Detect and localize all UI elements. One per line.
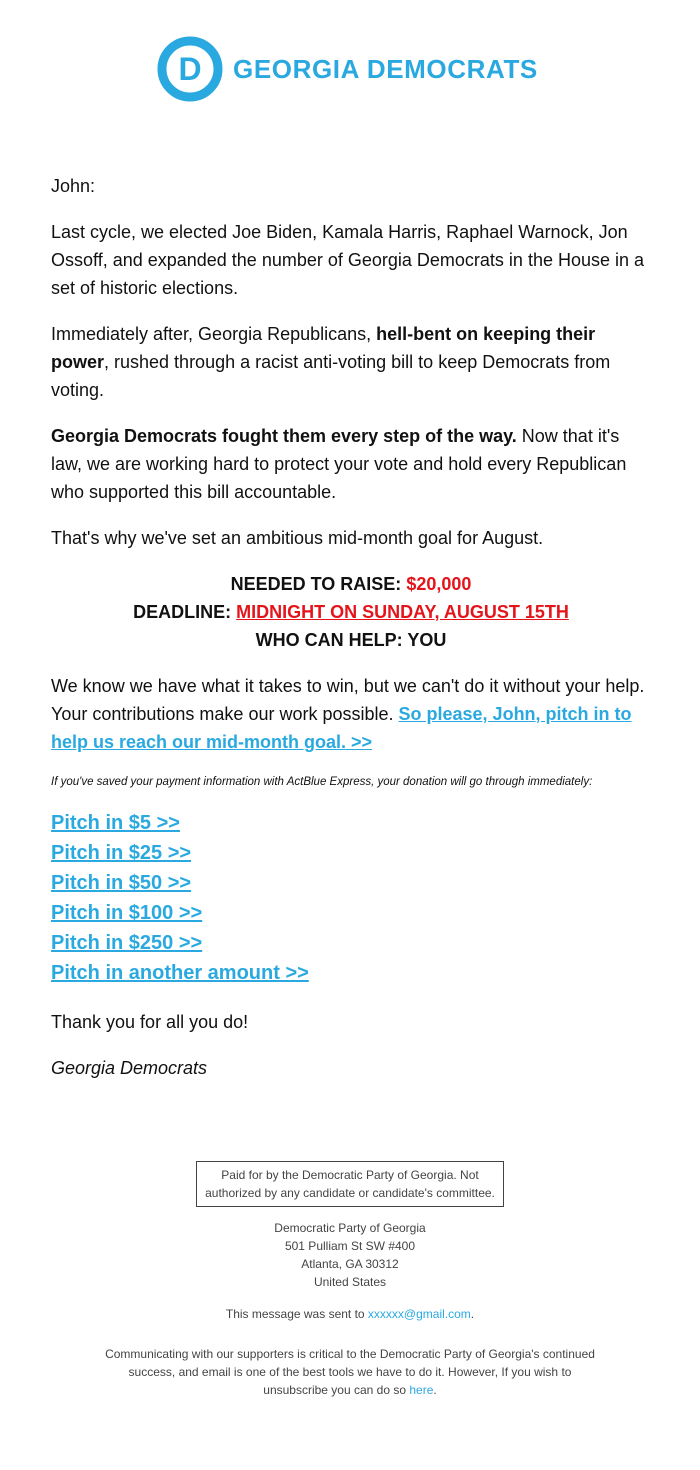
list-item: [51, 808, 651, 838]
email-footer: [0, 1161, 700, 1399]
deadline-line: DEADLINE: MIDNIGHT ON SUNDAY, AUGUST 15TH: [133, 602, 569, 622]
sent-to-notice: This message was sent to xxxxxx@gmail.com.: [225, 1307, 475, 1321]
pitch-in-5-link[interactable]: Pitch in $5 >>: [51, 812, 180, 834]
pitch-in-other-amount-link[interactable]: Pitch in another amount >>: [51, 962, 309, 984]
mid-month-goal-link[interactable]: So please, John, pitch in to help us reach our mid-month goal. >>: [51, 704, 632, 752]
mailing-address: [0, 1219, 700, 1291]
paragraph-republicans: Immediately after, Georgia Republicans, hell-bent on keeping their power, rushed through a racist anti-voting bill to keep Democrats from voting.: [51, 324, 611, 400]
address-street: 501 Pulliam St SW #400: [284, 1239, 416, 1253]
fundraising-goal-block: [51, 570, 651, 654]
bold-phrase: hell-bent on keeping their power: [51, 324, 596, 372]
paragraph-help: We know we have what it takes to win, but we can't do it without your help. Your contributions make our work possible. So please, John, pitch in to help us reach our mid-month goal. >>: [51, 676, 645, 752]
recipient-email-link[interactable]: xxxxxx@gmail.com: [367, 1307, 471, 1321]
paid-for-disclaimer: Paid for by the Democratic Party of Georgia. Not authorized by any candidate or candidate's committee.: [196, 1161, 504, 1207]
svg-text:D: D: [178, 51, 202, 87]
pitch-in-25-link[interactable]: Pitch in $25 >>: [51, 842, 192, 864]
logo-wordmark: GEORGIA DEMOCRATS: [233, 53, 538, 84]
signature: Georgia Democrats: [51, 1058, 208, 1078]
raise-amount: $20,000: [406, 574, 472, 594]
needed-to-raise-line: NEEDED TO RAISE: $20,000: [230, 574, 472, 594]
pitch-in-50-link[interactable]: Pitch in $50 >>: [51, 872, 192, 894]
unsubscribe-link[interactable]: here: [409, 1383, 434, 1397]
paragraph-fought: Georgia Democrats fought them every step of the way. Now that it's law, we are working hard to protect your vote and hold every Republican who supported this bill accountable.: [51, 426, 627, 502]
actblue-fine-print: If you've saved your payment information with ActBlue Express, your donation will go through immediately:: [51, 776, 593, 788]
list-item: [51, 838, 651, 868]
thanks-line: Thank you for all you do!: [51, 1012, 249, 1032]
pitch-in-100-link[interactable]: Pitch in $100 >>: [51, 902, 203, 924]
georgia-democrats-logo: [157, 36, 538, 102]
list-item: [51, 958, 651, 988]
unsubscribe-notice: Communicating with our supporters is critical to the Democratic Party of Georgia's continued success, and email is one of the best tools we have to do it. However, If you wish to unsubscribe you can do so here.: [105, 1347, 595, 1397]
greeting: John:: [51, 176, 96, 196]
address-city: Atlanta, GA 30312: [301, 1257, 399, 1271]
email-body: [51, 172, 651, 1100]
pitch-in-250-link[interactable]: Pitch in $250 >>: [51, 932, 203, 954]
deadline-value: MIDNIGHT ON SUNDAY, AUGUST 15TH: [236, 602, 569, 622]
paragraph-elections: Last cycle, we elected Joe Biden, Kamala Harris, Raphael Warnock, Jon Ossoff, and expanded the number of Georgia Democrats in the House in a set of historic elections.: [51, 222, 645, 298]
list-item: [51, 898, 651, 928]
who-can-help-line: WHO CAN HELP: YOU: [255, 630, 447, 650]
address-org: Democratic Party of Georgia: [274, 1221, 426, 1235]
bold-phrase: Georgia Democrats fought them every step of the way.: [51, 426, 517, 446]
address-country: United States: [313, 1275, 387, 1289]
pitch-in-links: [51, 808, 651, 988]
paragraph-goal-intro: That's why we've set an ambitious mid-month goal for August.: [51, 528, 544, 548]
democrats-d-logo-icon: [157, 36, 223, 102]
list-item: [51, 928, 651, 958]
list-item: [51, 868, 651, 898]
